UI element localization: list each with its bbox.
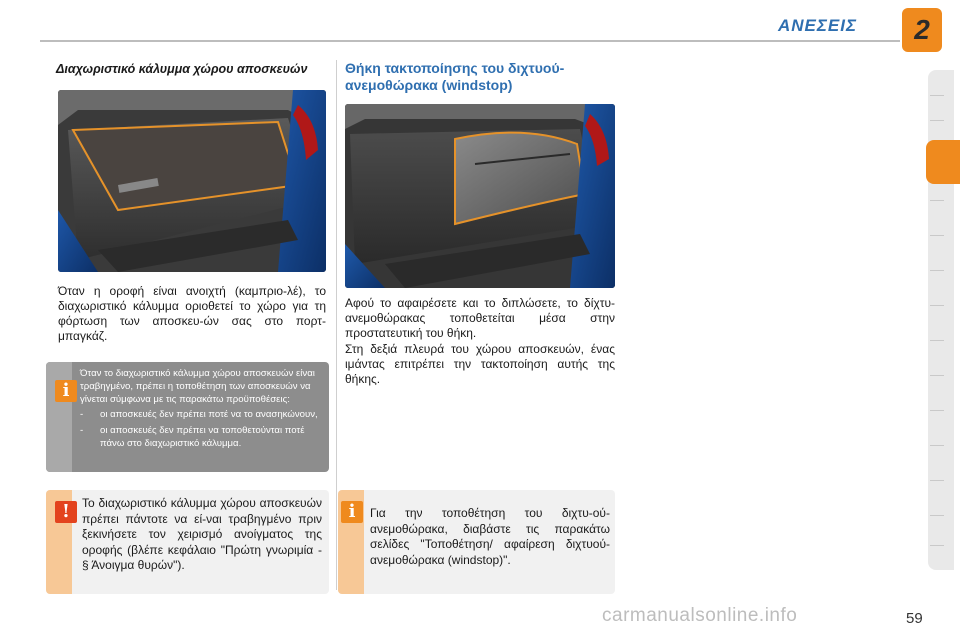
info-box-right-text: Για την τοποθέτηση του διχτυ-ού-ανεμοθώρακα, διαβάστε τις παρακάτω σελίδες "Τοποθέτηση/ αφαίρεση διχτυού-ανεμοθώρακα (windstop)".: [370, 506, 610, 567]
chapter-tab-active[interactable]: [926, 140, 960, 184]
bullet-mark: -: [80, 409, 84, 421]
info-bullet: [80, 425, 322, 451]
watermark: carmanualsonline.info: [602, 605, 798, 626]
header-rule: [40, 38, 910, 44]
trunk-cover-photo: [58, 90, 326, 272]
tab-divider: [930, 445, 944, 446]
info-icon: i: [55, 380, 77, 402]
warning-icon: !: [55, 501, 77, 523]
tab-divider: [930, 120, 944, 121]
right-paragraph-1: Αφού το αφαιρέσετε και το διπλώσετε, το δίχτυ-ανεμοθώρακας τοποθετείται μέσα στην προστατευτική του θήκη.: [345, 296, 615, 340]
column-divider: [336, 60, 337, 590]
tab-divider: [930, 480, 944, 481]
windstop-bag-photo: [345, 104, 615, 288]
tab-divider: [930, 515, 944, 516]
bullet-text: οι αποσκευές δεν πρέπει ποτέ να το ανασηκώνουν,: [100, 409, 318, 421]
tab-divider: [930, 235, 944, 236]
chapter-title: ΑΝΕΣΕΙΣ: [778, 16, 858, 35]
bullet-text: οι αποσκευές δεν πρέπει να τοποθετούνται ποτέ πάνω στο διαχωριστικό κάλυμμα.: [100, 425, 305, 449]
tab-divider: [930, 375, 944, 376]
tab-divider: [930, 270, 944, 271]
tab-divider: [930, 545, 944, 546]
chapter-number-badge: 2: [902, 8, 942, 52]
tab-divider: [930, 200, 944, 201]
tab-divider: [930, 95, 944, 96]
bullet-mark: -: [80, 425, 84, 437]
info-text: Όταν το διαχωριστικό κάλυμμα χώρου αποσκευών είναι τραβηγμένο, πρέπει η τοποθέτηση των αποσκευών να γίνεται σύμφωνα με τις παρακάτω προϋποθέσεις:: [80, 368, 315, 405]
tab-divider: [930, 305, 944, 306]
info-box-text: [80, 368, 322, 451]
page-number: 59: [906, 610, 923, 627]
info-bullet: [80, 409, 322, 422]
info-box-stripe: [46, 362, 72, 472]
warning-text: Το διαχωριστικό κάλυμμα χώρου αποσκευών πρέπει πάντοτε να εί-ναι τραβηγμένο πριν ξεκινήσετε τον χειρισμό ανοίγματος της οροφής (βλέπε κεφάλαιο "Πρώτη γνωριμία - § Άνοιγμα θυρών").: [82, 496, 322, 572]
tab-divider: [930, 340, 944, 341]
left-section-heading: Διαχωριστικό κάλυμμα χώρου αποσκευών: [56, 62, 308, 76]
right-section-heading: Θήκη τακτοποίησης του διχτυού-ανεμοθώρακα (windstop): [345, 60, 565, 93]
right-paragraph-2: Στη δεξιά πλευρά του χώρου αποσκευών, ένας ιμάντας επιτρέπει την τακτοποίηση αυτής της θήκης.: [345, 342, 615, 386]
tab-divider: [930, 410, 944, 411]
left-paragraph: Όταν η οροφή είναι ανοιχτή (καμπριο-λέ), το διαχωριστικό κάλυμμα οριοθετεί το χώρο για τη φόρτωση των αποσκευ-ών σας στο πορτ-μπαγκάζ.: [58, 284, 326, 343]
info-icon: i: [341, 501, 363, 523]
